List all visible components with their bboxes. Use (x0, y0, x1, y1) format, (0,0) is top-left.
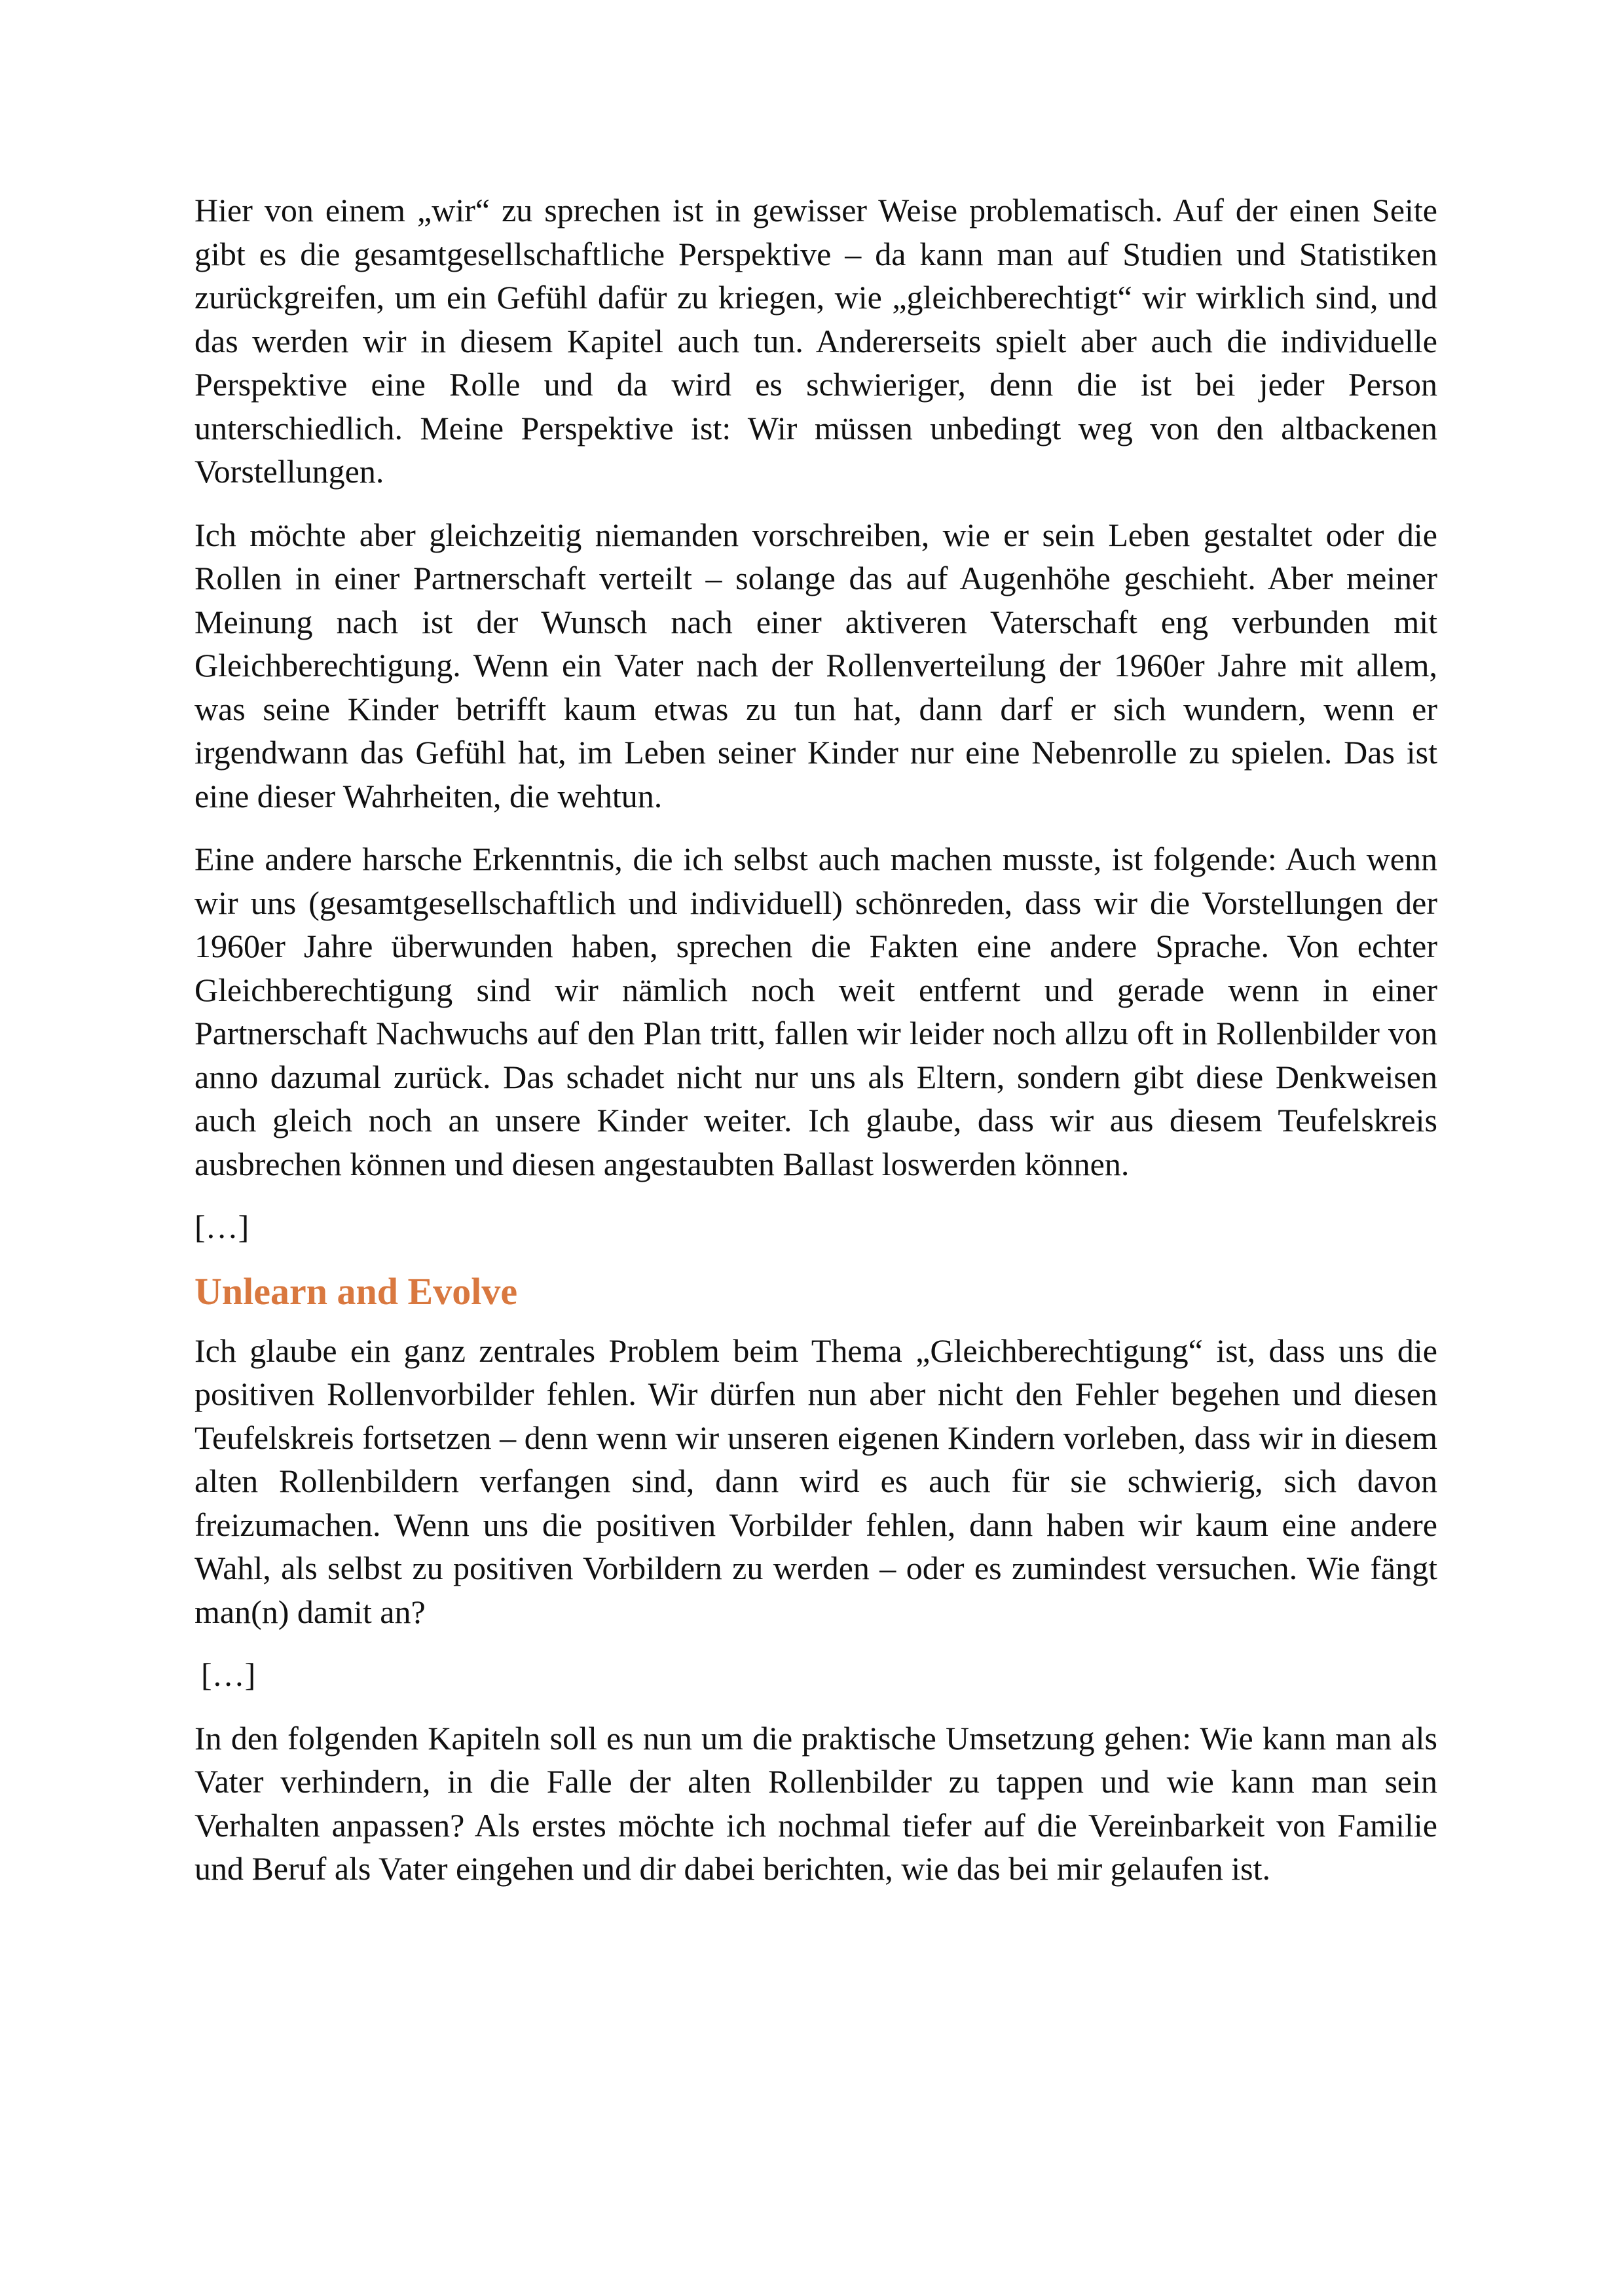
paragraph-harsh-realization: Eine andere harsche Erkenntnis, die ich selbst auch machen musste, ist folgende: Auch wenn wir uns (gesamtgesellschaftlich und individuell) schönreden, dass wir die Vorstellungen der 1960er Jahre überwunden haben, sprechen die Fakten eine andere Sprache. Von echter Gleichberechtigung sind wir nämlich noch weit entfernt und gerade wenn in einer Partnerschaft Nachwuchs auf den Plan tritt, fallen wir leider noch allzu oft in Rollenbilder von anno dazumal zurück. Das schadet nicht nur uns als Eltern, sondern gibt diese Denkweisen auch gleich noch an unsere Kinder weiter. Ich glaube, dass wir aus diesem Teufelskreis ausbrechen können und diesen angestaubten Ballast loswerden können. (194, 841, 1437, 1182)
omission-marker: […] (194, 1209, 249, 1245)
paragraph-next-chapters: In den folgenden Kapiteln soll es nun um die praktische Umsetzung gehen: Wie kann man als Vater verhindern, in die Falle der alten Rollenbilder zu tappen und wie kann man sein Verhalten anpassen? Als erstes möchte ich nochmal tiefer auf die Vereinbarkeit von Familie und Beruf als Vater eingehen und dir dabei berichten, wie das bei mir gelaufen ist. (194, 1719, 1437, 1887)
omission-marker: […] (201, 1656, 256, 1693)
paragraph-active-fatherhood: Ich möchte aber gleichzeitig niemanden vorschreiben, wie er sein Leben gestaltet oder die Rollen in einer Partnerschaft verteilt – solange das auf Augenhöhe geschieht. Aber meiner Meinung nach ist der Wunsch nach einer aktiveren Vaterschaft eng verbunden mit Gleichberechtigung. Wenn ein Vater nach der Rollenverteilung der 1960er Jahre mit allem, was seine Kinder betrifft kaum etwas zu tun hat, dann darf er sich wundern, wenn er irgendwann das Gefühl hat, im Leben seiner Kinder nur eine Nebenrolle zu spielen. Das ist eine dieser Wahrheiten, die wehtun. (194, 516, 1437, 814)
paragraph-perspective: Hier von einem „wir“ zu sprechen ist in gewisser Weise problematisch. Auf der einen Seite gibt es die gesamtgesellschaftliche Perspektive – da kann man auf Studien und Statistiken zurückgreifen, um ein Gefühl dafür zu kriegen, wie „gleichberechtigt“ wir wirklich sind, und das werden wir in diesem Kapitel auch tun. Andererseits spielt aber auch die individuelle Perspektive eine Rolle und da wird es schwieriger, denn die ist bei jeder Person unterschiedlich. Meine Perspektive ist: Wir müssen unbedingt weg von den altbackenen Vorstellungen. (194, 192, 1437, 490)
paragraph-role-models: Ich glaube ein ganz zentrales Problem beim Thema „Gleichberechtigung“ ist, dass uns die positiven Rollenvorbilder fehlen. Wir dürfen nun aber nicht den Fehler begehen und diesen Teufelskreis fortsetzen – denn wenn wir unseren eigenen Kindern vorleben, dass wir in diesem alten Rollenbildern verfangen sind, dann wird es auch für sie schwierig, sich davon freizumachen. Wenn uns die positiven Vorbilder fehlen, dann haben wir kaum eine andere Wahl, als selbst zu positiven Vorbildern zu werden – oder es zumindest versuchen. Wie fängt man(n) damit an? (194, 1332, 1437, 1630)
document-page (194, 189, 1437, 1910)
section-heading: Unlearn and Evolve (194, 1269, 518, 1313)
